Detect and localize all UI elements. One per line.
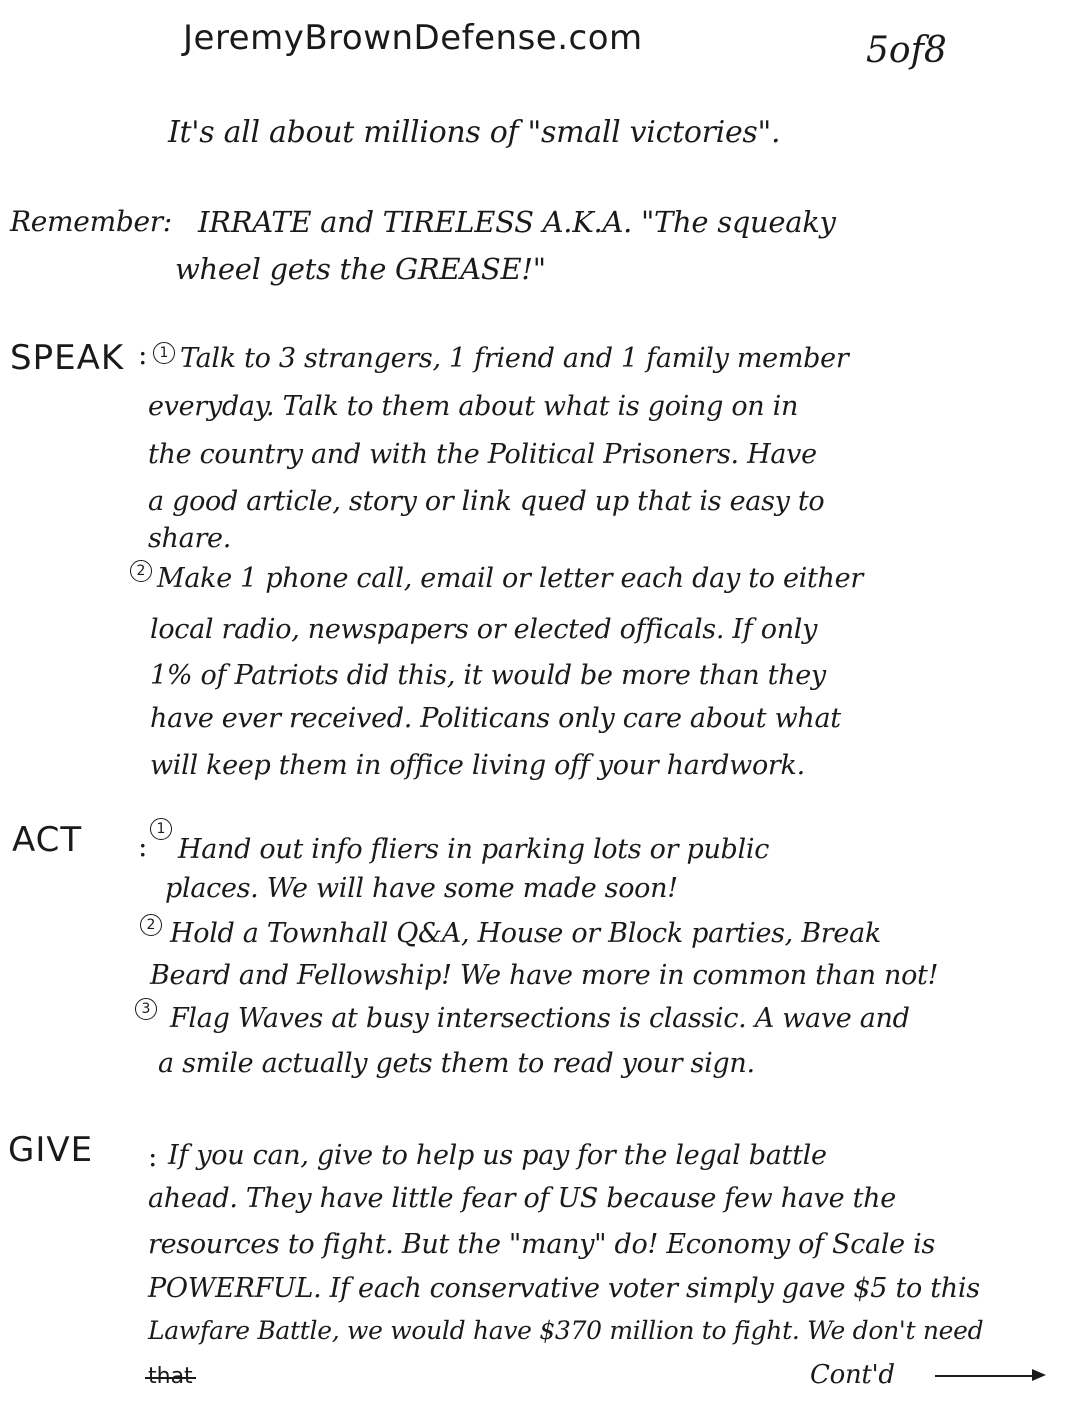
act-colon: : xyxy=(138,830,148,863)
site-url: JeremyBrownDefense.com xyxy=(183,18,643,58)
act-item-2-line-2: Beard and Fellowship! We have more in common than not! xyxy=(150,960,939,991)
speak-item-1-line-2: everyday. Talk to them about what is going on in xyxy=(148,391,799,422)
tagline: It's all about millions of "small victories". xyxy=(168,115,781,150)
continue-arrow-head-icon xyxy=(1032,1369,1046,1381)
speak-item-2-line-3: 1% of Patriots did this, it would be more than they xyxy=(150,660,826,691)
continued-note: Cont'd xyxy=(810,1360,895,1390)
give-line-4: POWERFUL. If each conservative voter simply gave $5 to this xyxy=(148,1273,980,1304)
speak-item-1-line-4: a good article, story or link qued up that is easy to xyxy=(148,486,825,517)
act-item-1-number: 1 xyxy=(150,818,172,840)
act-item-3-line-2: a smile actually gets them to read your sign. xyxy=(158,1048,755,1079)
give-line-5: Lawfare Battle, we would have $370 million to fight. We don't need xyxy=(148,1316,984,1345)
speak-item-2-line-2: local radio, newspapers or elected officals. If only xyxy=(150,614,818,645)
act-item-3-number: 3 xyxy=(135,998,157,1020)
crossed-out-word: that xyxy=(148,1364,193,1389)
speak-item-1-line-1: Talk to 3 strangers, 1 friend and 1 family member xyxy=(180,343,849,374)
speak-item-1-line-5: share. xyxy=(148,523,232,554)
continue-arrow-icon xyxy=(935,1375,1035,1377)
remember-line-1: IRRATE and TIRELESS A.K.A. "The squeaky xyxy=(198,205,836,239)
speak-item-1-number: 1 xyxy=(153,342,175,364)
speak-item-2-number: 2 xyxy=(130,560,152,582)
remember-line-2: wheel gets the GREASE!" xyxy=(175,252,546,286)
give-label: GIVE xyxy=(8,1130,94,1170)
give-line-2: ahead. They have little fear of US because few have the xyxy=(148,1183,896,1214)
speak-item-2-line-5: will keep them in office living off your hardwork. xyxy=(150,750,805,781)
act-item-2-line-1: Hold a Townhall Q&A, House or Block parties, Break xyxy=(170,918,881,949)
speak-label: SPEAK xyxy=(10,338,125,378)
act-item-3-line-1: Flag Waves at busy intersections is classic. A wave and xyxy=(170,1003,910,1034)
give-colon: : xyxy=(148,1140,158,1173)
act-item-1-line-2: places. We will have some made soon! xyxy=(165,873,678,904)
give-line-3: resources to fight. But the "many" do! Economy of Scale is xyxy=(148,1229,936,1260)
act-item-1-line-1: Hand out info fliers in parking lots or public xyxy=(178,834,770,865)
speak-item-1-line-3: the country and with the Political Prisoners. Have xyxy=(148,439,817,470)
speak-item-2-line-4: have ever received. Politicans only care about what xyxy=(150,703,841,734)
speak-colon: : xyxy=(138,338,148,371)
page-indicator: 5of8 xyxy=(866,30,947,71)
act-item-2-number: 2 xyxy=(140,914,162,936)
give-line-1: If you can, give to help us pay for the legal battle xyxy=(168,1140,827,1171)
act-label: ACT xyxy=(12,820,83,860)
speak-item-2-line-1: Make 1 phone call, email or letter each day to either xyxy=(157,563,863,594)
remember-label: Remember: xyxy=(10,205,172,238)
